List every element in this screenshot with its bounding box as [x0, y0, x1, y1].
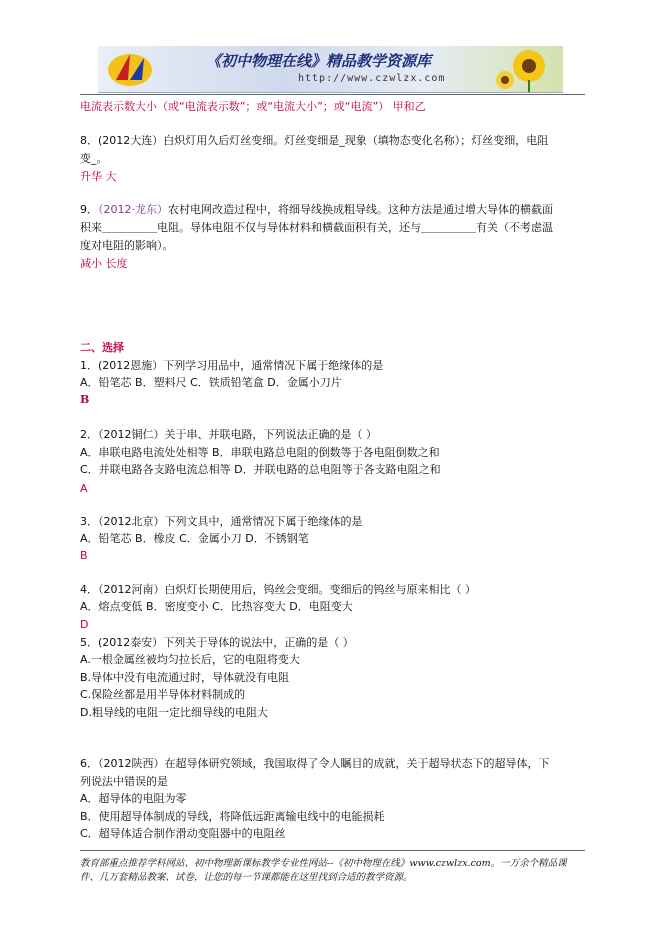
footer-line-1: 教育部重点推荐学科网站、初中物理新课标教学专业性网站--《初中物理在线》www.czwlzx.com。一万余个精品课 — [80, 858, 567, 869]
mc-answer-4: D — [80, 618, 89, 631]
mc-question-3-options: A．铅笔芯 B．橡皮 C．金属小刀 D．不锈钢笔 — [80, 532, 309, 545]
answer-line-7: 电流表示数大小（或“电流表示数”；或“电流大小”；或“电流”） 甲和乙 — [80, 100, 426, 113]
question-9-text: 农村电网改造过程中，将细导线换成粗导线。这种方法是通过增大导体的横截面 — [168, 203, 553, 216]
question-9-line2: 积来＿＿＿＿＿电阻。导体电阻不仅与导体材料和横截面积有关，还与＿＿＿＿＿有关（不考虑温 — [80, 221, 553, 234]
section-heading: 二、选择 — [80, 341, 124, 354]
mc-answer-1: B — [80, 393, 90, 406]
banner-title: 《初中物理在线》精品教学资源库 — [206, 52, 432, 70]
answer-8: 升华 大 — [80, 170, 117, 183]
mc-question-5: 5．(2012泰安）下列关于导体的说法中，正确的是（ ） — [80, 636, 354, 649]
question-9-source: （2012·龙东） — [98, 203, 168, 216]
mc-question-4: 4．（2012河南）白炽灯长期使用后，钨丝会变细。变细后的钨丝与原来相比（ ） — [80, 583, 476, 596]
mc-question-6-option-a: A．超导体的电阻为零 — [80, 792, 187, 805]
mc-question-5-option-d: D.粗导线的电阻一定比细导线的电阻大 — [80, 706, 268, 719]
answer-9: 减小 长度 — [80, 257, 128, 270]
question-9-line1 — [80, 203, 553, 217]
mc-question-2: 2．（2012铜仁）关于串、并联电路，下列说法正确的是（ ） — [80, 428, 377, 441]
question-8-line2: 变_。 — [80, 152, 108, 165]
mc-question-6-option-c: C．超导体适合制作滑动变阻器中的电阻丝 — [80, 827, 286, 840]
header-banner — [98, 46, 563, 93]
mc-question-6-line2: 列说法中错误的是 — [80, 775, 168, 788]
mc-question-6-option-b: B．使用超导体制成的导线，将降低远距离输电线中的电能损耗 — [80, 810, 385, 823]
site-logo-icon — [106, 50, 154, 88]
mc-question-3: 3．（2012北京）下列文具中，通常情况下属于绝缘体的是 — [80, 515, 363, 528]
mc-question-4-options: A．熔点变低 B．密度变小 C．比热容变大 D．电阻变大 — [80, 600, 353, 613]
footer — [80, 857, 590, 885]
mc-question-1-options: A．铅笔芯 B．塑料尺 C．铁质铅笔盒 D．金属小刀片 — [80, 376, 342, 389]
footer-rule — [80, 850, 585, 851]
question-8-line1: 8．(2012大连）白炽灯用久后灯丝变细。灯丝变细是_现象（填物态变化名称）；灯丝变细，电阻 — [80, 134, 549, 147]
mc-question-2-options-cd: C．并联电路各支路电流总相等 D．并联电路的总电阻等于各支路电阻之和 — [80, 463, 441, 476]
mc-answer-3: B — [80, 549, 88, 562]
mc-question-5-option-b: B.导体中没有电流通过时，导体就没有电阻 — [80, 671, 290, 684]
mc-answer-2: A — [80, 482, 88, 495]
sunflower-icon — [489, 46, 559, 92]
mc-question-5-option-a: A.一根金属丝被均匀拉长后，它的电阻将变大 — [80, 653, 300, 666]
mc-question-5-option-c: C.保险丝都是用半导体材料制成的 — [80, 688, 246, 701]
mc-question-2-options-ab: A．串联电路电流处处相等 B．串联电路总电阻的倒数等于各电阻倒数之和 — [80, 446, 440, 459]
question-9-line3: 度对电阻的影响）。 — [80, 239, 174, 252]
footer-line-2: 件、几万套精品教案、试卷，让您的每一节课都能在这里找到合适的教学资源。 — [80, 872, 413, 883]
banner-url[interactable]: http://www.czwlzx.com — [298, 73, 446, 84]
question-9-number: 9． — [80, 203, 98, 216]
mc-question-6-line1: 6．（2012陕西）在超导体研究领域，我国取得了令人瞩目的成就，关于超导状态下的超导体，下 — [80, 757, 550, 770]
mc-question-1: 1．(2012恩施）下列学习用品中，通常情况下属于绝缘体的是 — [80, 359, 384, 372]
header-rule — [80, 94, 585, 95]
